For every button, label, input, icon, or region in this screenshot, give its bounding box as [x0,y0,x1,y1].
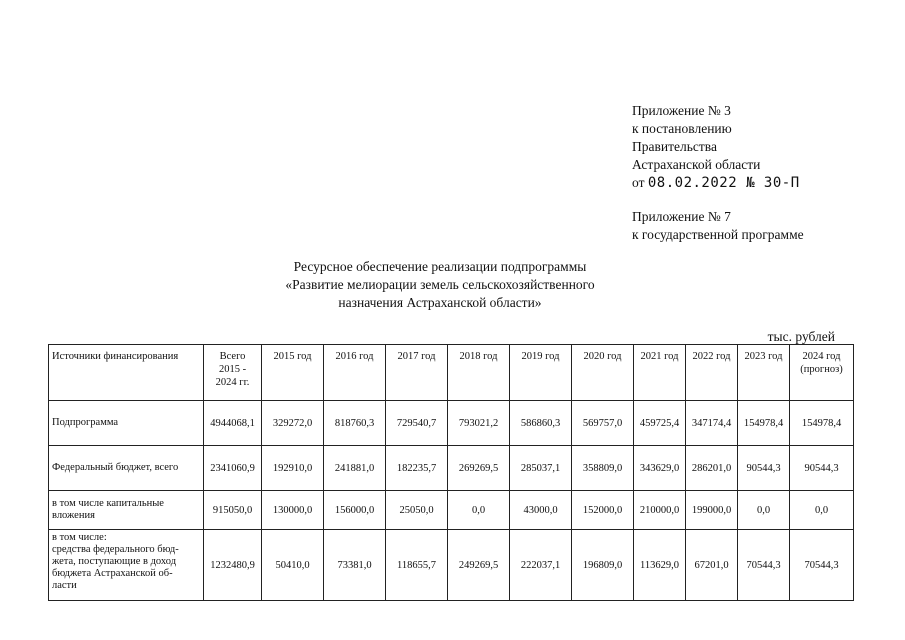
row-label-line: жета, поступающие в доход [52,556,177,567]
appendix-date-line [632,174,804,192]
header-2021: 2021 год [634,345,686,401]
table-cell: 90544,3 [790,446,854,491]
title-line: «Развитие мелиорации земель сельскохозяйственного [285,277,595,292]
table-cell: 182235,7 [386,446,448,491]
table-row [49,401,854,446]
row-label-line: средства федерального бюд- [52,544,179,555]
table-cell: 347174,4 [686,401,738,446]
table-cell: 586860,3 [510,401,572,446]
header-2024-line: 2024 год [802,351,841,362]
appendix-line: Астраханской области [632,157,761,172]
table-cell: 192910,0 [262,446,324,491]
table-row [49,446,854,491]
title-line: назначения Астраханской области» [338,295,542,310]
header-2023: 2023 год [738,345,790,401]
date-stamp: 08.02.2022 № 30-П [647,175,800,191]
document-title [200,258,680,312]
header-2022: 2022 год [686,345,738,401]
appendix-line: Приложение № 7 [632,209,731,224]
table-cell: 343629,0 [634,446,686,491]
table-cell: 67201,0 [686,530,738,601]
appendix-line: Правительства [632,139,717,154]
table-header-row [49,345,854,401]
table-cell: 199000,0 [686,491,738,530]
table-cell: 286201,0 [686,446,738,491]
row-label [49,491,204,530]
row-label-line: в том числе капитальные [52,498,164,509]
title-line: Ресурсное обеспечение реализации подпрограммы [293,259,587,274]
table-cell: 915050,0 [204,491,262,530]
table-cell: 70544,3 [738,530,790,601]
table-cell: 50410,0 [262,530,324,601]
table-cell: 73381,0 [324,530,386,601]
table-cell: 459725,4 [634,401,686,446]
table-cell: 249269,5 [448,530,510,601]
header-2016: 2016 год [324,345,386,401]
table-cell: 156000,0 [324,491,386,530]
table-cell: 329272,0 [262,401,324,446]
appendix-line: Приложение № 3 [632,103,731,118]
header-total-line: Всего [219,351,246,362]
table-cell: 569757,0 [572,401,634,446]
table-cell: 154978,4 [738,401,790,446]
row-label-line: ласти [52,580,77,591]
table-cell: 0,0 [738,491,790,530]
table-cell: 358809,0 [572,446,634,491]
header-total [204,345,262,401]
table-cell: 285037,1 [510,446,572,491]
table-cell: 2341060,9 [204,446,262,491]
header-total-line: 2015 - [218,364,247,375]
header-total-line: 2024 гг. [215,377,250,388]
table-cell: 196809,0 [572,530,634,601]
row-label-line: бюджета Астраханской об- [52,568,173,579]
table-cell: 241881,0 [324,446,386,491]
table-cell: 43000,0 [510,491,572,530]
header-2017: 2017 год [386,345,448,401]
table-cell: 0,0 [790,491,854,530]
table-cell: 70544,3 [790,530,854,601]
table-cell: 1232480,9 [204,530,262,601]
table-cell: 222037,1 [510,530,572,601]
header-2020: 2020 год [572,345,634,401]
header-source: Источники финансирования [49,345,204,401]
table-cell: 4944068,1 [204,401,262,446]
header-2024 [790,345,854,401]
table-cell: 818760,3 [324,401,386,446]
table-cell: 25050,0 [386,491,448,530]
table-cell: 0,0 [448,491,510,530]
appendix-line: к постановлению [632,121,732,136]
header-2015: 2015 год [262,345,324,401]
table-cell: 90544,3 [738,446,790,491]
date-prefix: от [632,175,645,190]
table-cell: 152000,0 [572,491,634,530]
financing-table [48,344,854,601]
units-label: тыс. рублей [767,329,835,344]
row-label: Подпрограмма [49,401,204,446]
appendix-line: к государственной программе [632,227,804,242]
header-2024-line: (прогноз) [800,364,843,375]
table-cell: 130000,0 [262,491,324,530]
table-cell: 118655,7 [386,530,448,601]
row-label [49,530,204,601]
row-label-line: вложения [52,510,95,521]
table-cell: 113629,0 [634,530,686,601]
row-label-line: в том числе: [52,532,107,543]
table-cell: 793021,2 [448,401,510,446]
table-cell: 210000,0 [634,491,686,530]
header-2018: 2018 год [448,345,510,401]
table-cell: 269269,5 [448,446,510,491]
table-row [49,491,854,530]
table-row [49,530,854,601]
header-2019: 2019 год [510,345,572,401]
appendix-header [632,102,804,244]
table-cell: 154978,4 [790,401,854,446]
row-label: Федеральный бюджет, всего [49,446,204,491]
table-cell: 729540,7 [386,401,448,446]
